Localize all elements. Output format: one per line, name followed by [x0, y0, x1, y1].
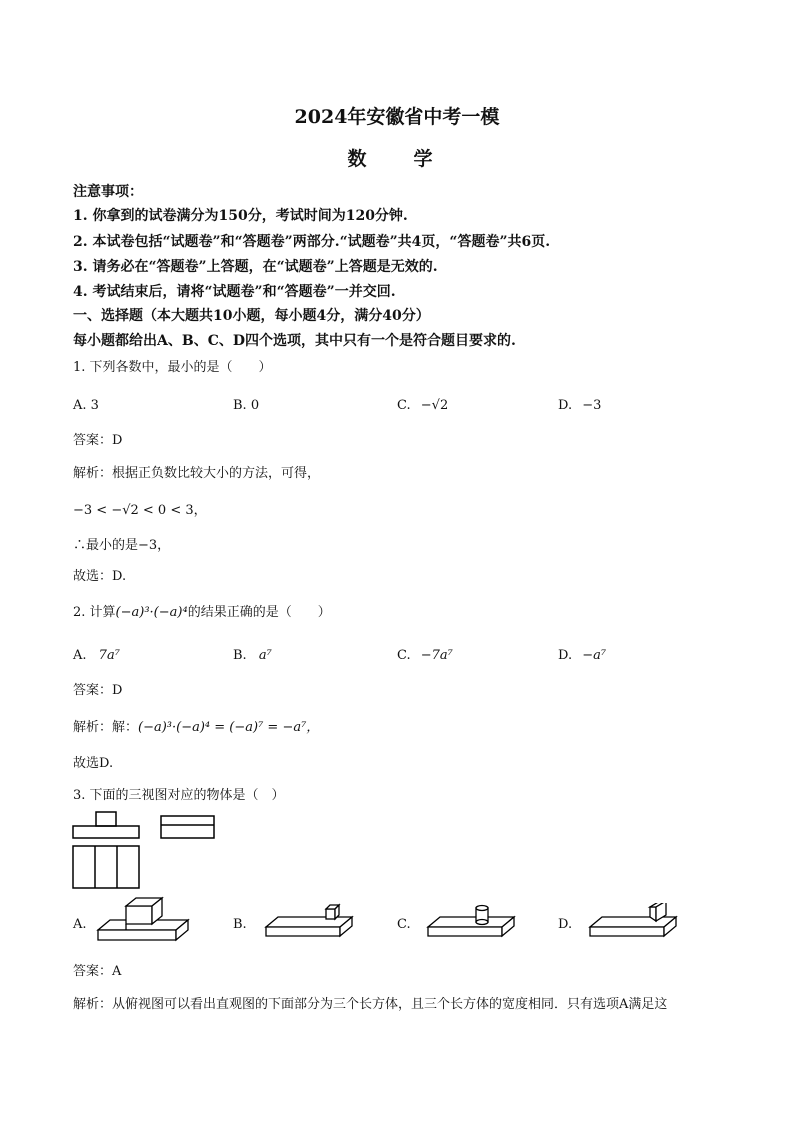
q3-option-c-label: C. — [397, 917, 411, 932]
q3-option-a-label: A. — [73, 917, 87, 932]
q2-option-c — [397, 647, 453, 665]
q1-option-d — [558, 397, 601, 415]
side-view — [161, 816, 214, 838]
q2-option-c-label: C. — [397, 648, 411, 663]
notice-item-4: 4. 考试结束后，请将“试题卷”和“答题卷”一并交回. — [73, 284, 396, 300]
q3-option-b-label: B. — [233, 917, 247, 932]
top-view — [73, 846, 139, 888]
q1-conclusion: 故选：D. — [73, 569, 127, 584]
q2-stem — [73, 604, 331, 622]
notice-item-2: 2. 本试卷包括“试题卷”和“答题卷”两部分.“试题卷”共4页，“答题卷”共6页. — [73, 234, 551, 250]
q2-option-b-label: B. — [233, 648, 247, 663]
q2-option-d — [558, 647, 606, 665]
q1-option-a: A. 3 — [73, 398, 99, 413]
q2-stem-suffix: 的结果正确的是（ ） — [187, 605, 331, 620]
front-view — [73, 826, 139, 838]
q1-analysis: 解析：根据正负数比较大小的方法，可得， — [73, 466, 321, 481]
q3-analysis: 解析：从俯视图可以看出直观图的下面部分为三个长方体，且三个长方体的宽度相同．只有选项A满足这 — [73, 997, 668, 1012]
q3-option-d-figure — [588, 903, 680, 941]
q1-option-c-label: C. — [397, 398, 411, 413]
q3-option-c-figure — [426, 903, 518, 941]
q2-option-b — [233, 647, 272, 665]
q2-answer: 答案：D — [73, 683, 123, 698]
q2-option-a-label: A. — [73, 648, 87, 663]
q2-option-d-value: −a⁷ — [582, 648, 607, 663]
q3-stem: 3. 下面的三视图对应的物体是（ ） — [73, 788, 285, 803]
q2-analysis-prefix: 解析：解： — [73, 720, 139, 735]
section-instruction: 每小题都给出A、B、C、D四个选项，其中只有一个是符合题目要求的. — [73, 333, 516, 349]
q1-option-c — [397, 397, 448, 415]
notice-heading: 注意事项： — [73, 184, 143, 200]
q1-step-min: ∴最小的是−3， — [73, 538, 171, 553]
q1-option-d-label: D. — [558, 398, 573, 413]
q2-analysis — [73, 719, 319, 737]
q1-option-b: B. 0 — [233, 398, 260, 413]
notice-item-3: 3. 请务必在“答题卷”上答题，在“试题卷”上答题是无效的. — [73, 259, 438, 275]
q1-answer: 答案：D — [73, 433, 123, 448]
q3-option-d-label: D. — [558, 917, 573, 932]
q2-option-a-value: 7a⁷ — [98, 648, 120, 663]
q2-option-c-value: −7a⁷ — [420, 648, 453, 663]
subject-title: 数 学 — [347, 148, 447, 170]
three-view-figure — [70, 810, 220, 892]
notice-item-1: 1. 你拿到的试卷满分为150分，考试时间为120分钟. — [73, 208, 408, 224]
q1-option-d-value: −3 — [582, 398, 602, 413]
exam-title: 2024年安徽省中考一模 — [294, 106, 500, 128]
q2-option-a — [73, 647, 120, 665]
q2-stem-prefix: 2. 计算 — [73, 605, 116, 620]
q3-option-b-figure — [264, 903, 356, 941]
q1-stem: 1. 下列各数中，最小的是（ ） — [73, 360, 272, 375]
q2-option-b-value: a⁷ — [258, 648, 272, 663]
q1-step-inequality: −3 < −√2 < 0 < 3， — [73, 503, 207, 518]
q2-conclusion: 故选D. — [73, 756, 114, 771]
q2-stem-expression: (−a)³·(−a)⁴ — [115, 605, 188, 620]
q2-option-d-label: D. — [558, 648, 573, 663]
q1-option-c-value: −√2 — [420, 398, 449, 413]
q3-option-a-figure — [96, 896, 192, 944]
q2-analysis-expression: (−a)³·(−a)⁴ = (−a)⁷ = −a⁷， — [138, 720, 320, 735]
q3-answer: 答案：A — [73, 964, 122, 979]
section-heading: 一、选择题（本大题共10小题，每小题4分，满分40分） — [73, 308, 430, 324]
